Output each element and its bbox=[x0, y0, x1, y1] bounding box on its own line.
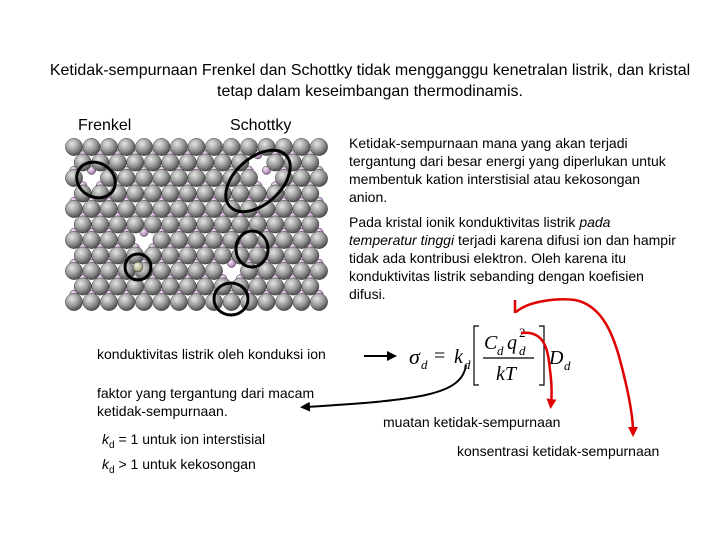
eq-right-bracket bbox=[539, 326, 544, 385]
concentration-pointer-arrow bbox=[516, 299, 633, 432]
eq-left-bracket bbox=[474, 326, 479, 385]
eq-C-sub: d bbox=[497, 343, 504, 358]
concentration-label: konsentrasi ketidak-sempurnaan bbox=[457, 443, 660, 459]
eq-k: k bbox=[454, 346, 463, 368]
schottky-label: Schottky bbox=[230, 117, 292, 134]
paragraph-defect-energy: Ketidak-sempurnaan mana yang akan terjadi tergantung dari besar energi yang diperlukan untuk membentuk kation interstisial atau kekosongan anion. bbox=[349, 135, 666, 205]
kd-interstitial-line: $k_d = 1$ untuk ion interstisial bbox=[102, 431, 266, 451]
eq-C: C bbox=[484, 332, 498, 354]
paragraph2-text-2: terjadi karena difusi ion dan hampir tidak ada kontribusi elektron. Oleh karena itu konduktivitas listrik sebanding dengan koefisien difusi. bbox=[349, 232, 676, 302]
kd-vacancy-line: $k_d > 1$ untuk kekosongan bbox=[102, 455, 256, 476]
charge-label: muatan ketidak-sempurnaan bbox=[383, 414, 561, 430]
eq-sigma: σ bbox=[409, 344, 420, 369]
paragraph2-italic: pada temperatur tinggi bbox=[349, 214, 611, 248]
eq-q-sub: d bbox=[519, 343, 526, 358]
eq-equals: = bbox=[434, 345, 446, 367]
eq-q: q bbox=[507, 332, 517, 354]
slide-title: Ketidak-sempurnaan Frenkel dan Schottky tidak mengganggu kenetralan listrik, dan kristal tetap dalam keseimbangan thermodinamis. bbox=[49, 62, 691, 100]
paragraph2-text-1: Pada kristal ionik konduktivitas listrik bbox=[349, 214, 580, 230]
eq-kT: kT bbox=[496, 363, 516, 385]
conductivity-label: konduktivitas listrik oleh konduksi ion bbox=[97, 346, 326, 362]
kd-pointer-arrow bbox=[305, 365, 466, 407]
eq-D: D bbox=[549, 347, 564, 369]
eq-D-sub: d bbox=[564, 358, 571, 373]
charge-pointer-arrow bbox=[521, 333, 552, 404]
frenkel-label: Frenkel bbox=[78, 117, 132, 134]
eq-sigma-sub: d bbox=[421, 357, 428, 372]
eq-k-sub: d bbox=[464, 357, 471, 372]
eq-q-sup: 2 bbox=[519, 325, 526, 340]
factor-description: faktor yang tergantung dari macam ketidak-sempurnaan. bbox=[97, 385, 315, 419]
